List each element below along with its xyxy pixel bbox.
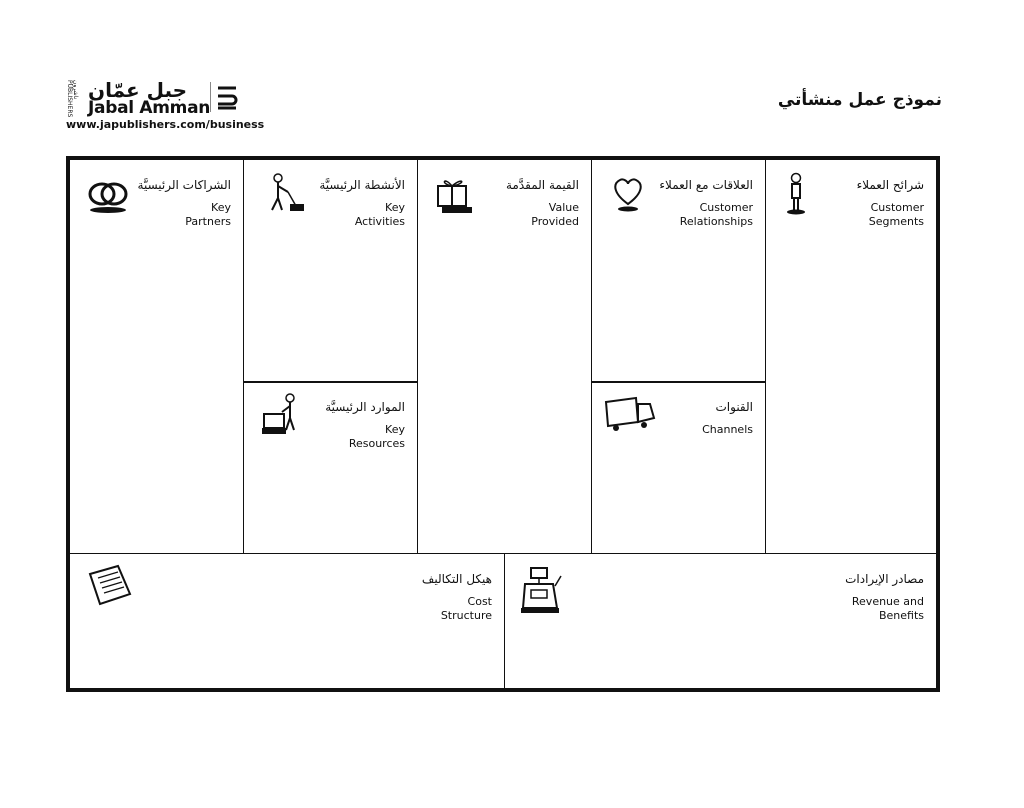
block-title-en: Key Resources bbox=[348, 423, 405, 450]
block-key-resources[interactable] bbox=[243, 381, 418, 554]
block-title-en: Value Provided bbox=[531, 201, 579, 228]
block-revenue-benefits[interactable] bbox=[504, 553, 937, 689]
block-title-ar: القيمة المقدَّمة bbox=[505, 178, 579, 192]
block-cost-structure[interactable] bbox=[69, 553, 505, 689]
person-standing-icon bbox=[784, 172, 810, 216]
block-title-ar: شرائح العملاء bbox=[856, 178, 924, 192]
block-title-en: Key Partners bbox=[185, 201, 231, 228]
block-key-activities[interactable] bbox=[243, 159, 418, 383]
block-title-ar: الأنشطة الرئيسيَّة bbox=[319, 178, 405, 192]
block-title-ar: الشراكات الرئيسيَّة bbox=[137, 178, 231, 192]
block-title-en: Customer Segments bbox=[868, 201, 924, 228]
business-model-canvas bbox=[66, 156, 940, 692]
block-title-ar: الموارد الرئيسيَّة bbox=[325, 400, 405, 414]
block-title-en: Key Activities bbox=[354, 201, 405, 228]
block-title-en: Customer Relationships bbox=[679, 201, 753, 228]
person-vacuum-icon bbox=[266, 172, 306, 214]
block-title-ar: مصادر الإيرادات bbox=[845, 572, 924, 586]
block-title-ar: القنوات bbox=[715, 400, 753, 414]
person-machine-icon bbox=[260, 392, 304, 438]
block-title-en: Channels bbox=[702, 423, 753, 436]
receipt-icon bbox=[84, 564, 136, 606]
page-title: نموذج عمل منشأتي bbox=[777, 90, 942, 110]
brand-mark-icon bbox=[210, 82, 240, 112]
cash-register-icon bbox=[519, 564, 565, 616]
block-title-ar: هيكل التكاليف bbox=[421, 572, 492, 586]
block-channels[interactable] bbox=[591, 381, 766, 554]
publisher-url[interactable]: www.japublishers.com/business bbox=[66, 118, 265, 131]
block-key-partners[interactable] bbox=[69, 159, 244, 554]
gift-box-icon bbox=[432, 174, 476, 216]
block-title-en: Revenue and Benefits bbox=[851, 595, 924, 622]
publisher-logo bbox=[66, 78, 265, 136]
block-customer-relationships[interactable] bbox=[591, 159, 766, 383]
publishers-tag: ناشرون PUBLISHERS bbox=[66, 80, 79, 118]
brand-arabic-name: جبل عمّان bbox=[88, 78, 188, 102]
rings-icon bbox=[84, 174, 134, 216]
block-customer-segments[interactable] bbox=[765, 159, 937, 554]
brand-english-name: Jabal Amman bbox=[88, 98, 211, 118]
block-title-ar: العلاقات مع العملاء bbox=[659, 178, 753, 192]
block-title-en: Cost Structure bbox=[440, 595, 492, 622]
heart-icon bbox=[610, 174, 646, 214]
truck-icon bbox=[602, 394, 656, 434]
block-value-provided[interactable] bbox=[417, 159, 592, 554]
